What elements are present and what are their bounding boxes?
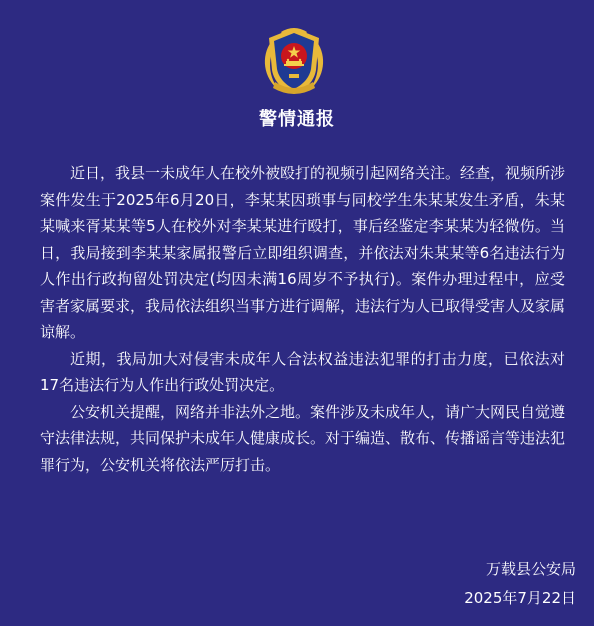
notice-paragraph-3: 公安机关提醒，网络并非法外之地。案件涉及未成年人，请广大网民自觉遵守法律法规，共同保护未成年人健康成长。对于编造、散布、传播谣言等违法犯罪行为，公安机关将依法严厉打击。 xyxy=(40,402,566,474)
police-emblem-icon xyxy=(259,22,329,98)
notice-paragraph-2: 近期，我局加大对侵害未成年人合法权益违法犯罪的打击力度，已依法对17名违法行为人作出行政处罚决定。 xyxy=(40,349,565,394)
notice-paragraph-1: 近日，我县一未成年人在校外被殴打的视频引起网络关注。经查，视频所涉案件发生于2025年6月20日，李某某因琐事与同校学生朱某某发生矛盾，朱某某喊来胥某某等5人在校外对李某某进行殴打，事后经鉴定李某某为轻微伤。当日，我局接到李某某家属报警后立即组织调查，并依法对朱某某等6名违法行为人作出行政拘留处罚决定(均因未满16周岁不予执行)。案件办理过程中，应受害者家属要求，我局依法组织当事方进行调解，违法行为人已取得受害人及家属谅解。 xyxy=(40,164,566,341)
issuer-name: 万载县公安局 xyxy=(485,560,576,578)
notice-title: 警情通报 xyxy=(259,109,335,130)
signature-block xyxy=(464,555,576,613)
notice-body xyxy=(40,160,565,478)
issue-date: 2025年7月22日 xyxy=(464,589,576,607)
